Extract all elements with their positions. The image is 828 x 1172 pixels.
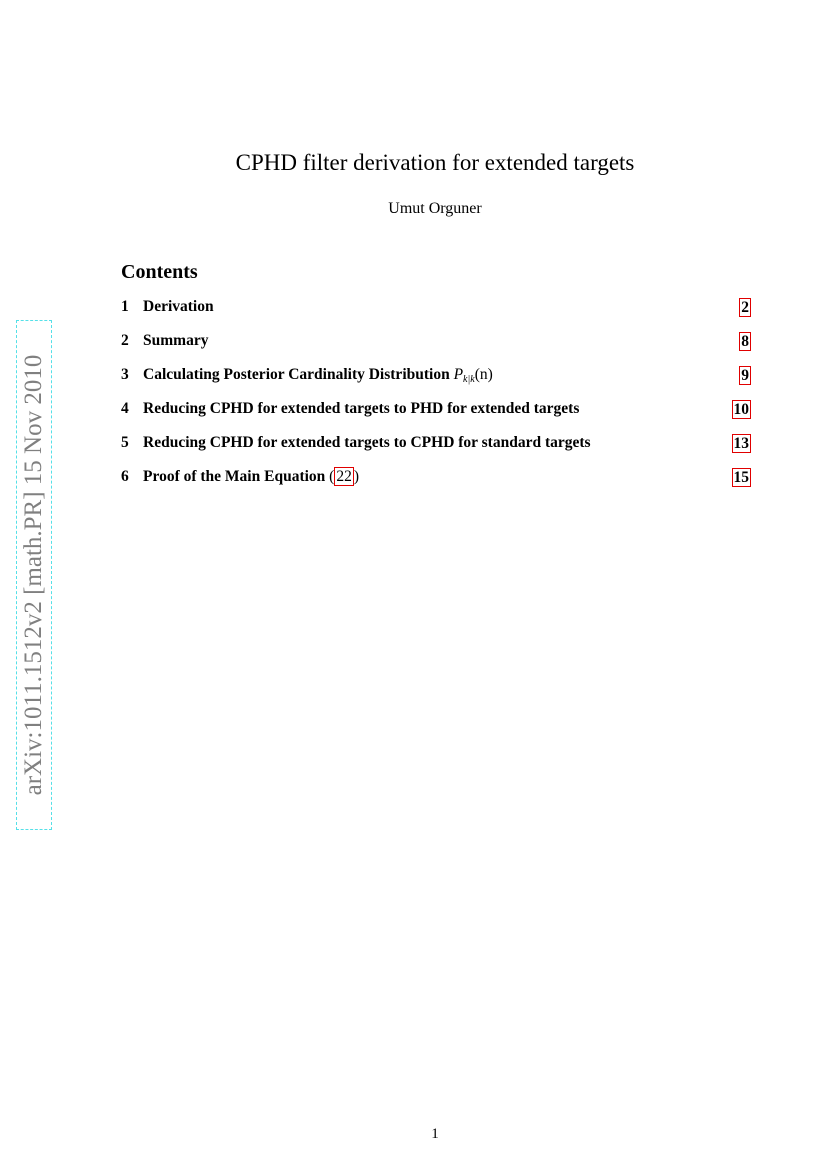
contents-heading: Contents: [121, 261, 198, 283]
toc-number: 2: [121, 332, 129, 349]
toc-number: 4: [121, 400, 129, 417]
toc-page-link[interactable]: 2: [741, 299, 749, 316]
toc-title: Reducing CPHD for extended targets to PHD for extended targets: [143, 400, 580, 417]
toc-title: [143, 468, 359, 486]
toc-entry-5[interactable]: [121, 434, 753, 456]
toc-number: 6: [121, 468, 129, 485]
toc-number: 5: [121, 434, 129, 451]
toc-entry-6[interactable]: [121, 468, 753, 490]
toc-page-link[interactable]: 8: [741, 333, 749, 350]
toc-page-link[interactable]: 15: [733, 469, 749, 486]
toc-number: 1: [121, 298, 129, 315]
toc-page-link[interactable]: 13: [733, 435, 749, 452]
toc-title: Summary: [143, 332, 209, 349]
arxiv-identifier: arXiv:1011.1512v2 [math.PR] 15 Nov 2010: [20, 354, 47, 796]
page-number: 1: [431, 1126, 439, 1142]
toc-number: 3: [121, 366, 129, 383]
toc-entry-1[interactable]: [121, 298, 753, 320]
toc-entry-3[interactable]: [121, 366, 753, 388]
paper-title: CPHD filter derivation for extended targets: [235, 150, 635, 175]
toc-title: Reducing CPHD for extended targets to CPHD for standard targets: [143, 434, 591, 451]
toc-page-link[interactable]: 10: [733, 401, 749, 418]
toc-entry-4[interactable]: [121, 400, 753, 422]
arxiv-stamp[interactable]: [16, 320, 52, 830]
math-symbol-P: P: [453, 366, 464, 383]
math-subscript: k|k: [463, 374, 475, 385]
paper-author: Umut Orguner: [388, 200, 482, 217]
toc-entry-2[interactable]: [121, 332, 753, 354]
math-argument: (n): [474, 366, 493, 383]
toc-title-text: Proof of the Main Equation: [143, 468, 330, 485]
equation-ref-link[interactable]: 22: [336, 468, 352, 485]
eq-close-paren: ): [353, 468, 359, 485]
toc-title: [143, 366, 493, 385]
toc-page-link[interactable]: 9: [741, 367, 749, 384]
eq-open-paren: (: [329, 468, 335, 485]
toc-title-text: Calculating Posterior Cardinality Distribution: [143, 366, 454, 383]
toc-title: Derivation: [143, 298, 214, 315]
